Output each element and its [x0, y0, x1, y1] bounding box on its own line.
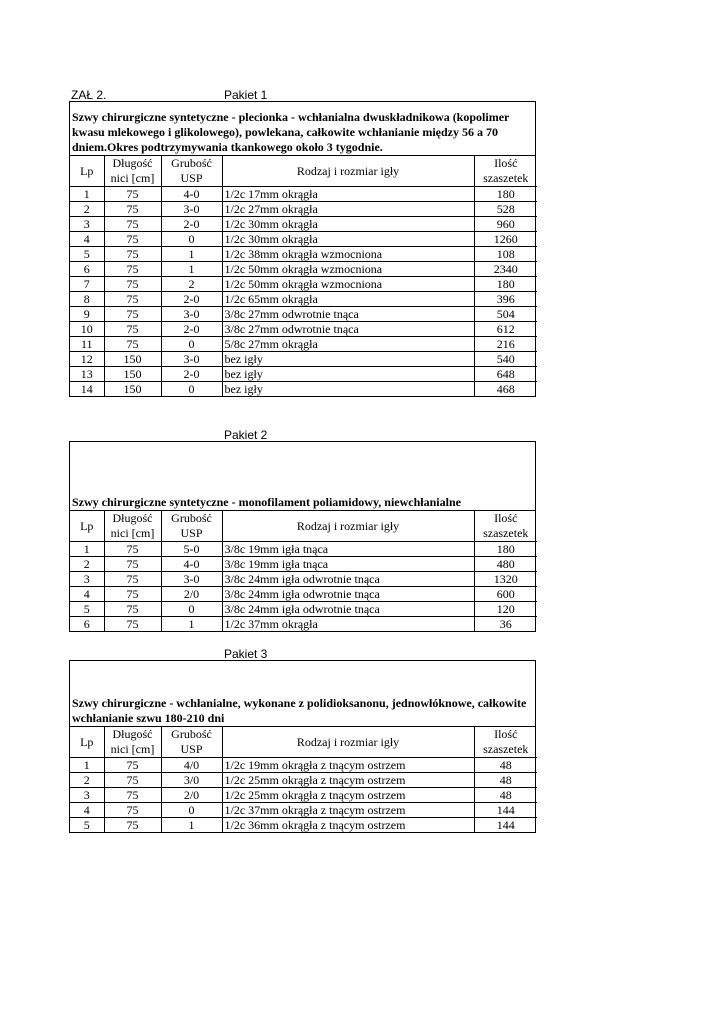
- header-thickness-line2: USP: [180, 171, 203, 185]
- table-row: [70, 277, 537, 292]
- cell-thickness: 3-0: [161, 572, 222, 587]
- cell-needle: 1/2c 25mm okrągła z tnącym ostrzem: [222, 773, 474, 788]
- cell-lp: 6: [70, 617, 104, 632]
- cell-lp: 10: [70, 322, 104, 337]
- table-row: [70, 557, 537, 572]
- header-lp: Lp: [70, 511, 104, 542]
- header-length-line1: Długość: [112, 727, 153, 741]
- header-qty-line1: Ilość: [494, 511, 518, 525]
- header-qty: [474, 156, 537, 187]
- cell-thickness: 3-0: [161, 202, 222, 217]
- cell-lp: 9: [70, 307, 104, 322]
- header-length-line1: Długość: [112, 156, 153, 170]
- table-row: [70, 352, 537, 367]
- header-qty: [474, 727, 537, 758]
- cell-needle: 1/2c 50mm okrągła wzmocniona: [222, 262, 474, 277]
- header-thickness-line1: Grubość: [171, 511, 212, 525]
- cell-needle: 3/8c 27mm odwrotnie tnąca: [222, 307, 474, 322]
- cell-lp: 1: [70, 187, 104, 202]
- package-3-grid: [70, 727, 537, 832]
- cell-qty: 36: [474, 617, 537, 632]
- header-thickness-line2: USP: [180, 742, 203, 756]
- cell-thickness: 2/0: [161, 587, 222, 602]
- cell-thickness: 1: [161, 262, 222, 277]
- cell-needle: bez igły: [222, 382, 474, 397]
- package-1-table: [69, 101, 536, 397]
- header-length-line1: Długość: [112, 511, 153, 525]
- header-qty-line2: szaszetek: [483, 171, 529, 185]
- header-needle: Rodzaj i rozmiar igły: [222, 727, 474, 758]
- cell-qty: 600: [474, 587, 537, 602]
- cell-needle: bez igły: [222, 367, 474, 382]
- cell-lp: 4: [70, 587, 104, 602]
- cell-lp: 3: [70, 217, 104, 232]
- cell-length: 150: [104, 382, 161, 397]
- package-1-description: Szwy chirurgiczne syntetyczne - plecionka - wchłanialna dwuskładnikowa (kopolimer kwasu mlekowego i glikolowego), powlekana, całkowite wchłanianie między 56 a 70 dniem.Okres podtrzymywania tkankowego około 3 tygodnie.: [70, 102, 535, 156]
- cell-qty: 120: [474, 602, 537, 617]
- header-thickness: [161, 156, 222, 187]
- cell-length: 75: [104, 187, 161, 202]
- table-row: [70, 382, 537, 397]
- cell-lp: 3: [70, 572, 104, 587]
- cell-lp: 8: [70, 292, 104, 307]
- header-row: [70, 727, 537, 758]
- header-length-line2: nici [cm]: [110, 171, 155, 185]
- cell-length: 75: [104, 322, 161, 337]
- cell-length: 75: [104, 572, 161, 587]
- cell-thickness: 0: [161, 602, 222, 617]
- cell-needle: 1/2c 38mm okrągła wzmocniona: [222, 247, 474, 262]
- cell-needle: 1/2c 37mm okrągła z tnącym ostrzem: [222, 803, 474, 818]
- header-needle: Rodzaj i rozmiar igły: [222, 511, 474, 542]
- table-row: [70, 247, 537, 262]
- cell-qty: 1320: [474, 572, 537, 587]
- cell-qty: 180: [474, 542, 537, 557]
- cell-lp: 12: [70, 352, 104, 367]
- header-needle: Rodzaj i rozmiar igły: [222, 156, 474, 187]
- table-row: [70, 337, 537, 352]
- table-row: [70, 758, 537, 773]
- header-qty-line1: Ilość: [494, 727, 518, 741]
- cell-lp: 1: [70, 542, 104, 557]
- cell-needle: 3/8c 24mm igła odwrotnie tnąca: [222, 602, 474, 617]
- cell-length: 75: [104, 602, 161, 617]
- cell-thickness: 3/0: [161, 773, 222, 788]
- cell-needle: 3/8c 19mm igła tnąca: [222, 557, 474, 572]
- package-2-table: [69, 441, 536, 632]
- cell-qty: 540: [474, 352, 537, 367]
- table-row: [70, 617, 537, 632]
- header-length-line2: nici [cm]: [110, 526, 155, 540]
- cell-thickness: 3-0: [161, 352, 222, 367]
- package-1-title: Pakiet 1: [224, 88, 268, 102]
- header-qty-line1: Ilość: [494, 156, 518, 170]
- header-qty-line2: szaszetek: [483, 526, 529, 540]
- header-thickness: [161, 727, 222, 758]
- cell-length: 75: [104, 758, 161, 773]
- cell-length: 75: [104, 337, 161, 352]
- cell-thickness: 2-0: [161, 322, 222, 337]
- cell-needle: 1/2c 30mm okrągła: [222, 232, 474, 247]
- cell-qty: 612: [474, 322, 537, 337]
- table-row: [70, 262, 537, 277]
- header-length-line2: nici [cm]: [110, 742, 155, 756]
- cell-thickness: 2/0: [161, 788, 222, 803]
- cell-needle: 3/8c 19mm igła tnąca: [222, 542, 474, 557]
- package-2-description: Szwy chirurgiczne syntetyczne - monofilament poliamidowy, niewchłanialne: [70, 442, 535, 511]
- cell-thickness: 2-0: [161, 367, 222, 382]
- header-thickness: [161, 511, 222, 542]
- cell-needle: 1/2c 30mm okrągła: [222, 217, 474, 232]
- table-row: [70, 292, 537, 307]
- cell-length: 75: [104, 557, 161, 572]
- cell-qty: 180: [474, 187, 537, 202]
- table-row: [70, 232, 537, 247]
- cell-thickness: 0: [161, 232, 222, 247]
- package-3-description: Szwy chirurgiczne - wchłanialne, wykonane z polidioksanonu, jednowłóknowe, całkowite wchłanianie szwu 180-210 dni: [70, 661, 535, 727]
- header-row: [70, 156, 537, 187]
- cell-qty: 960: [474, 217, 537, 232]
- cell-thickness: 0: [161, 382, 222, 397]
- cell-qty: 1260: [474, 232, 537, 247]
- cell-lp: 6: [70, 262, 104, 277]
- cell-needle: 1/2c 19mm okrągła z tnącym ostrzem: [222, 758, 474, 773]
- cell-length: 75: [104, 307, 161, 322]
- cell-lp: 1: [70, 758, 104, 773]
- cell-length: 150: [104, 352, 161, 367]
- cell-qty: 48: [474, 788, 537, 803]
- cell-length: 75: [104, 788, 161, 803]
- cell-length: 75: [104, 587, 161, 602]
- cell-length: 150: [104, 367, 161, 382]
- cell-lp: 5: [70, 602, 104, 617]
- package-3-title: Pakiet 3: [224, 647, 268, 661]
- cell-lp: 7: [70, 277, 104, 292]
- cell-lp: 2: [70, 202, 104, 217]
- cell-qty: 48: [474, 758, 537, 773]
- cell-length: 75: [104, 292, 161, 307]
- cell-thickness: 4-0: [161, 557, 222, 572]
- cell-thickness: 4/0: [161, 758, 222, 773]
- cell-length: 75: [104, 617, 161, 632]
- header-row: [70, 511, 537, 542]
- cell-length: 75: [104, 277, 161, 292]
- cell-qty: 180: [474, 277, 537, 292]
- package-2-grid: [70, 511, 537, 631]
- table-row: [70, 217, 537, 232]
- header-lp: Lp: [70, 727, 104, 758]
- cell-needle: 1/2c 17mm okrągła: [222, 187, 474, 202]
- header-thickness-line1: Grubość: [171, 727, 212, 741]
- cell-lp: 5: [70, 247, 104, 262]
- cell-thickness: 3-0: [161, 307, 222, 322]
- header-qty-line2: szaszetek: [483, 742, 529, 756]
- cell-thickness: 1: [161, 818, 222, 833]
- cell-qty: 468: [474, 382, 537, 397]
- cell-needle: 1/2c 65mm okrągła: [222, 292, 474, 307]
- cell-needle: 1/2c 36mm okrągła z tnącym ostrzem: [222, 818, 474, 833]
- table-row: [70, 202, 537, 217]
- table-row: [70, 602, 537, 617]
- cell-lp: 3: [70, 788, 104, 803]
- table-row: [70, 818, 537, 833]
- table-row: [70, 773, 537, 788]
- cell-lp: 2: [70, 557, 104, 572]
- cell-length: 75: [104, 773, 161, 788]
- header-length: [104, 727, 161, 758]
- cell-needle: 3/8c 24mm igła odwrotnie tnąca: [222, 587, 474, 602]
- cell-length: 75: [104, 818, 161, 833]
- header-thickness-line1: Grubość: [171, 156, 212, 170]
- cell-lp: 4: [70, 803, 104, 818]
- cell-thickness: 2-0: [161, 292, 222, 307]
- cell-needle: 3/8c 27mm odwrotnie tnąca: [222, 322, 474, 337]
- cell-thickness: 2: [161, 277, 222, 292]
- cell-needle: 3/8c 24mm igła odwrotnie tnąca: [222, 572, 474, 587]
- table-row: [70, 367, 537, 382]
- cell-qty: 216: [474, 337, 537, 352]
- header-lp: Lp: [70, 156, 104, 187]
- cell-length: 75: [104, 803, 161, 818]
- cell-qty: 48: [474, 773, 537, 788]
- header-length: [104, 511, 161, 542]
- cell-needle: bez igły: [222, 352, 474, 367]
- cell-qty: 108: [474, 247, 537, 262]
- cell-length: 75: [104, 247, 161, 262]
- cell-needle: 1/2c 25mm okrągła z tnącym ostrzem: [222, 788, 474, 803]
- header-qty: [474, 511, 537, 542]
- cell-thickness: 0: [161, 803, 222, 818]
- cell-length: 75: [104, 217, 161, 232]
- cell-lp: 5: [70, 818, 104, 833]
- header-length: [104, 156, 161, 187]
- cell-qty: 2340: [474, 262, 537, 277]
- cell-lp: 2: [70, 773, 104, 788]
- cell-thickness: 5-0: [161, 542, 222, 557]
- package-3-table: [69, 660, 536, 833]
- attachment-label: ZAŁ 2.: [71, 88, 107, 102]
- table-row: [70, 572, 537, 587]
- cell-length: 75: [104, 232, 161, 247]
- cell-qty: 396: [474, 292, 537, 307]
- table-row: [70, 542, 537, 557]
- table-row: [70, 187, 537, 202]
- table-row: [70, 788, 537, 803]
- table-row: [70, 307, 537, 322]
- header-thickness-line2: USP: [180, 526, 203, 540]
- table-row: [70, 587, 537, 602]
- cell-length: 75: [104, 262, 161, 277]
- package-2-title: Pakiet 2: [224, 428, 268, 442]
- cell-qty: 528: [474, 202, 537, 217]
- cell-thickness: 0: [161, 337, 222, 352]
- cell-thickness: 2-0: [161, 217, 222, 232]
- cell-length: 75: [104, 202, 161, 217]
- cell-qty: 144: [474, 818, 537, 833]
- cell-qty: 144: [474, 803, 537, 818]
- cell-lp: 13: [70, 367, 104, 382]
- cell-thickness: 1: [161, 617, 222, 632]
- cell-thickness: 4-0: [161, 187, 222, 202]
- cell-qty: 504: [474, 307, 537, 322]
- cell-qty: 648: [474, 367, 537, 382]
- table-row: [70, 322, 537, 337]
- cell-lp: 14: [70, 382, 104, 397]
- cell-lp: 4: [70, 232, 104, 247]
- cell-qty: 480: [474, 557, 537, 572]
- cell-lp: 11: [70, 337, 104, 352]
- table-row: [70, 803, 537, 818]
- cell-needle: 1/2c 27mm okrągła: [222, 202, 474, 217]
- package-1-grid: [70, 156, 537, 396]
- cell-needle: 1/2c 50mm okrągła wzmocniona: [222, 277, 474, 292]
- cell-length: 75: [104, 542, 161, 557]
- cell-thickness: 1: [161, 247, 222, 262]
- cell-needle: 1/2c 37mm okrągła: [222, 617, 474, 632]
- cell-needle: 5/8c 27mm okrągła: [222, 337, 474, 352]
